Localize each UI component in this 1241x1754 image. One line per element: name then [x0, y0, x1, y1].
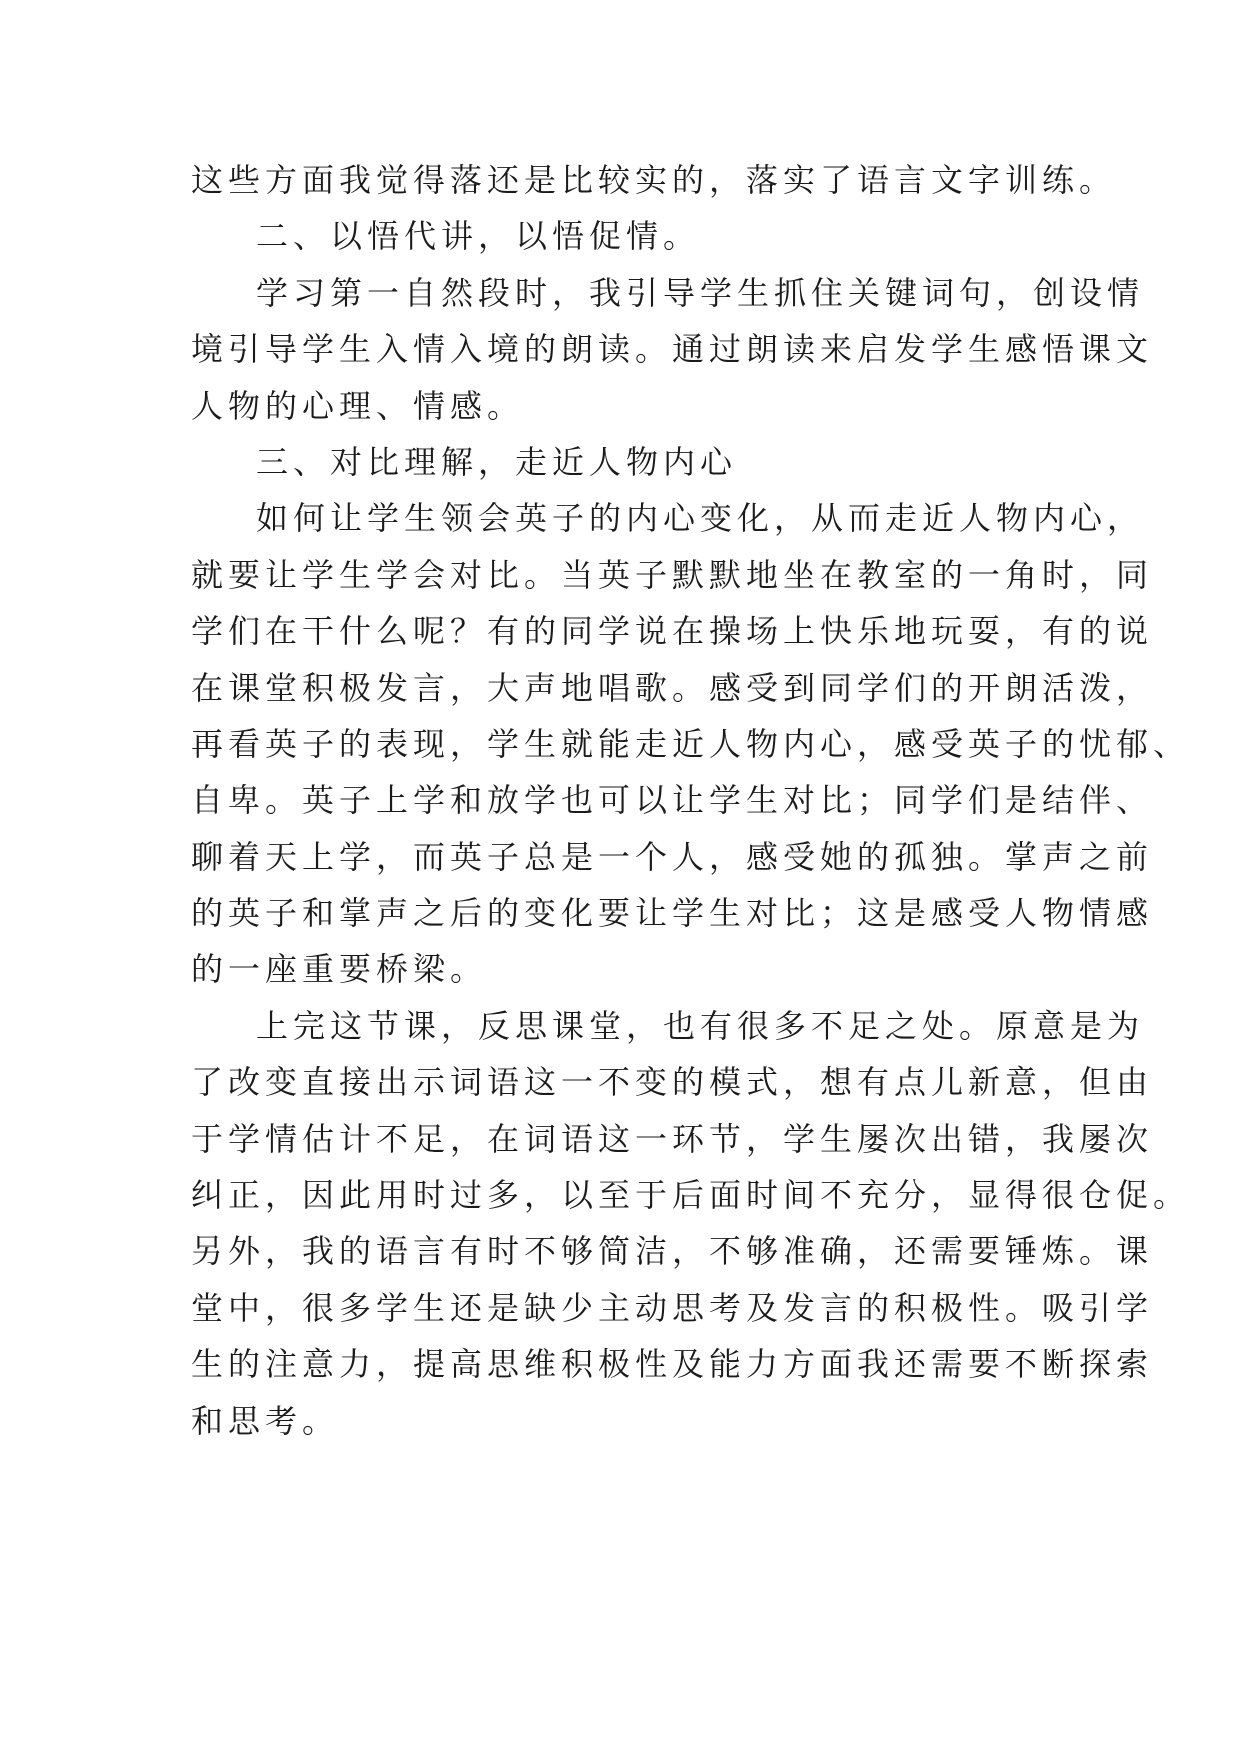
text-line: 了改变直接出示词语这一不变的模式，想有点儿新意，但由	[191, 1063, 1154, 1102]
text-line: 的英子和掌声之后的变化要让学生对比；这是感受人物情感	[191, 894, 1154, 933]
body-text	[191, 152, 1191, 1449]
text-line: 纠正，因此用时过多，以至于后面时间不充分，显得很仓促。	[191, 1176, 1191, 1215]
text-line: 二、以悟代讲，以悟促情。	[256, 217, 701, 256]
text-line: 上完这节课，反思课堂，也有很多不足之处。原意是为	[256, 1006, 1145, 1045]
text-line: 学习第一自然段时，我引导学生抓住关键词句，创设情	[256, 273, 1145, 312]
text-line: 自卑。英子上学和放学也可以让学生对比；同学们是结伴、	[191, 781, 1154, 820]
text-line: 人物的心理、情感。	[191, 386, 525, 425]
text-line: 生的注意力，提高思维积极性及能力方面我还需要不断探索	[191, 1345, 1154, 1384]
text-line: 学们在干什么呢？有的同学说在操场上快乐地玩耍，有的说	[191, 612, 1154, 651]
text-line: 的一座重要桥梁。	[191, 950, 488, 989]
text-line: 于学情估计不足，在词语这一环节，学生屡次出错，我屡次	[191, 1119, 1154, 1158]
text-line: 这些方面我觉得落还是比较实的，落实了语言文字训练。	[191, 161, 1117, 199]
text-line: 就要让学生学会对比。当英子默默地坐在教室的一角时，同	[191, 555, 1154, 594]
text-line: 境引导学生入情入境的朗读。通过朗读来启发学生感悟课文	[191, 330, 1154, 369]
text-line: 堂中，很多学生还是缺少主动思考及发言的积极性。吸引学	[191, 1288, 1154, 1327]
text-line: 在课堂积极发言，大声地唱歌。感受到同学们的开朗活泼，	[191, 668, 1154, 707]
text-line: 三、对比理解，走近人物内心	[256, 442, 738, 481]
text-line: 和思考。	[191, 1401, 340, 1440]
text-line: 另外，我的语言有时不够简洁，不够准确，还需要锤炼。课	[191, 1232, 1154, 1271]
text-line: 聊着天上学，而英子总是一个人，感受她的孤独。掌声之前	[191, 837, 1154, 876]
text-line: 再看英子的表现，学生就能走近人物内心，感受英子的忧郁、	[191, 724, 1191, 763]
text-line: 如何让学生领会英子的内心变化，从而走近人物内心，	[256, 499, 1145, 538]
